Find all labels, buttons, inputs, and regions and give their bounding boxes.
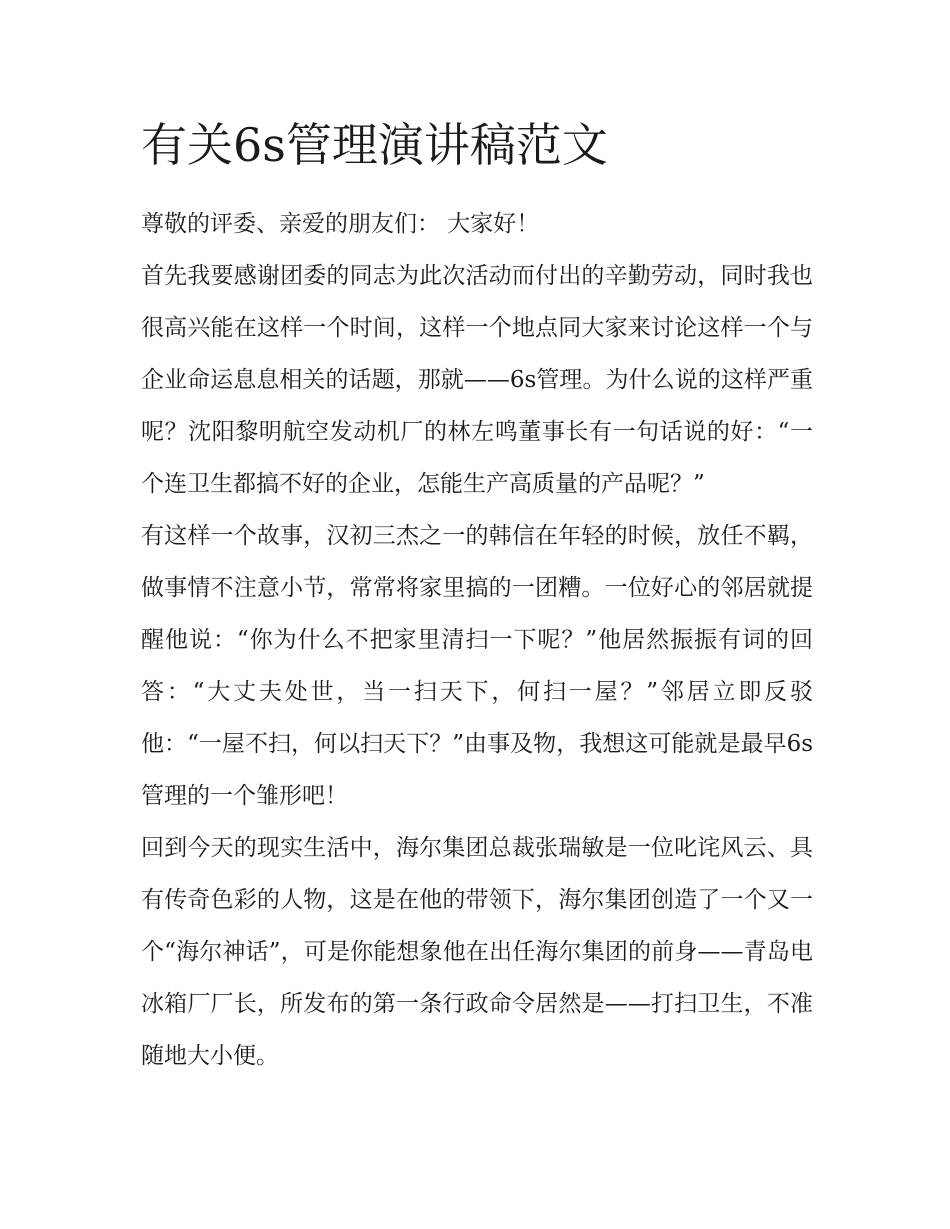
document-page (141, 112, 813, 1082)
document-title: 有关6s管理演讲稿范文 (141, 118, 608, 172)
paragraph-haier: 回到今天的现实生活中，海尔集团总裁张瑞敏是一位叱诧风云、具有传奇色彩的人物，这是在他的带领下，海尔集团创造了一个又一个“海尔神话”，可是你能想象他在出任海尔集团的前身——青岛电冰箱厂厂长，所发布的第一条行政命令居然是——打扫卫生，不准随地大小便。 (141, 835, 813, 1069)
paragraph-introduction: 首先我要感谢团委的同志为此次活动而付出的辛勤劳动，同时我也很高兴能在这样一个时间，这样一个地点同大家来讨论这样一个与企业命运息息相关的话题，那就——6s管理。为什么说的这样严重呢？沈阳黎明航空发动机厂的林左鸣董事长有一句话说的好：“一个连卫生都搞不好的企业，怎能生产高质量的产品呢？” (141, 263, 813, 497)
paragraph-story: 有这样一个故事，汉初三杰之一的韩信在年轻的时候，放任不羁，做事情不注意小节，常常将家里搞的一团糟。一位好心的邻居就提醒他说：“你为什么不把家里清扫一下呢？”他居然振振有词的回答：“大丈夫处世，当一扫天下，何扫一屋？”邻居立即反驳他：“一屋不扫，何以扫天下？”由事及物，我想这可能就是最早6s管理的一个雏形吧！ (141, 523, 813, 809)
paragraph-greeting: 尊敬的评委、亲爱的朋友们： 大家好！ (141, 211, 540, 237)
